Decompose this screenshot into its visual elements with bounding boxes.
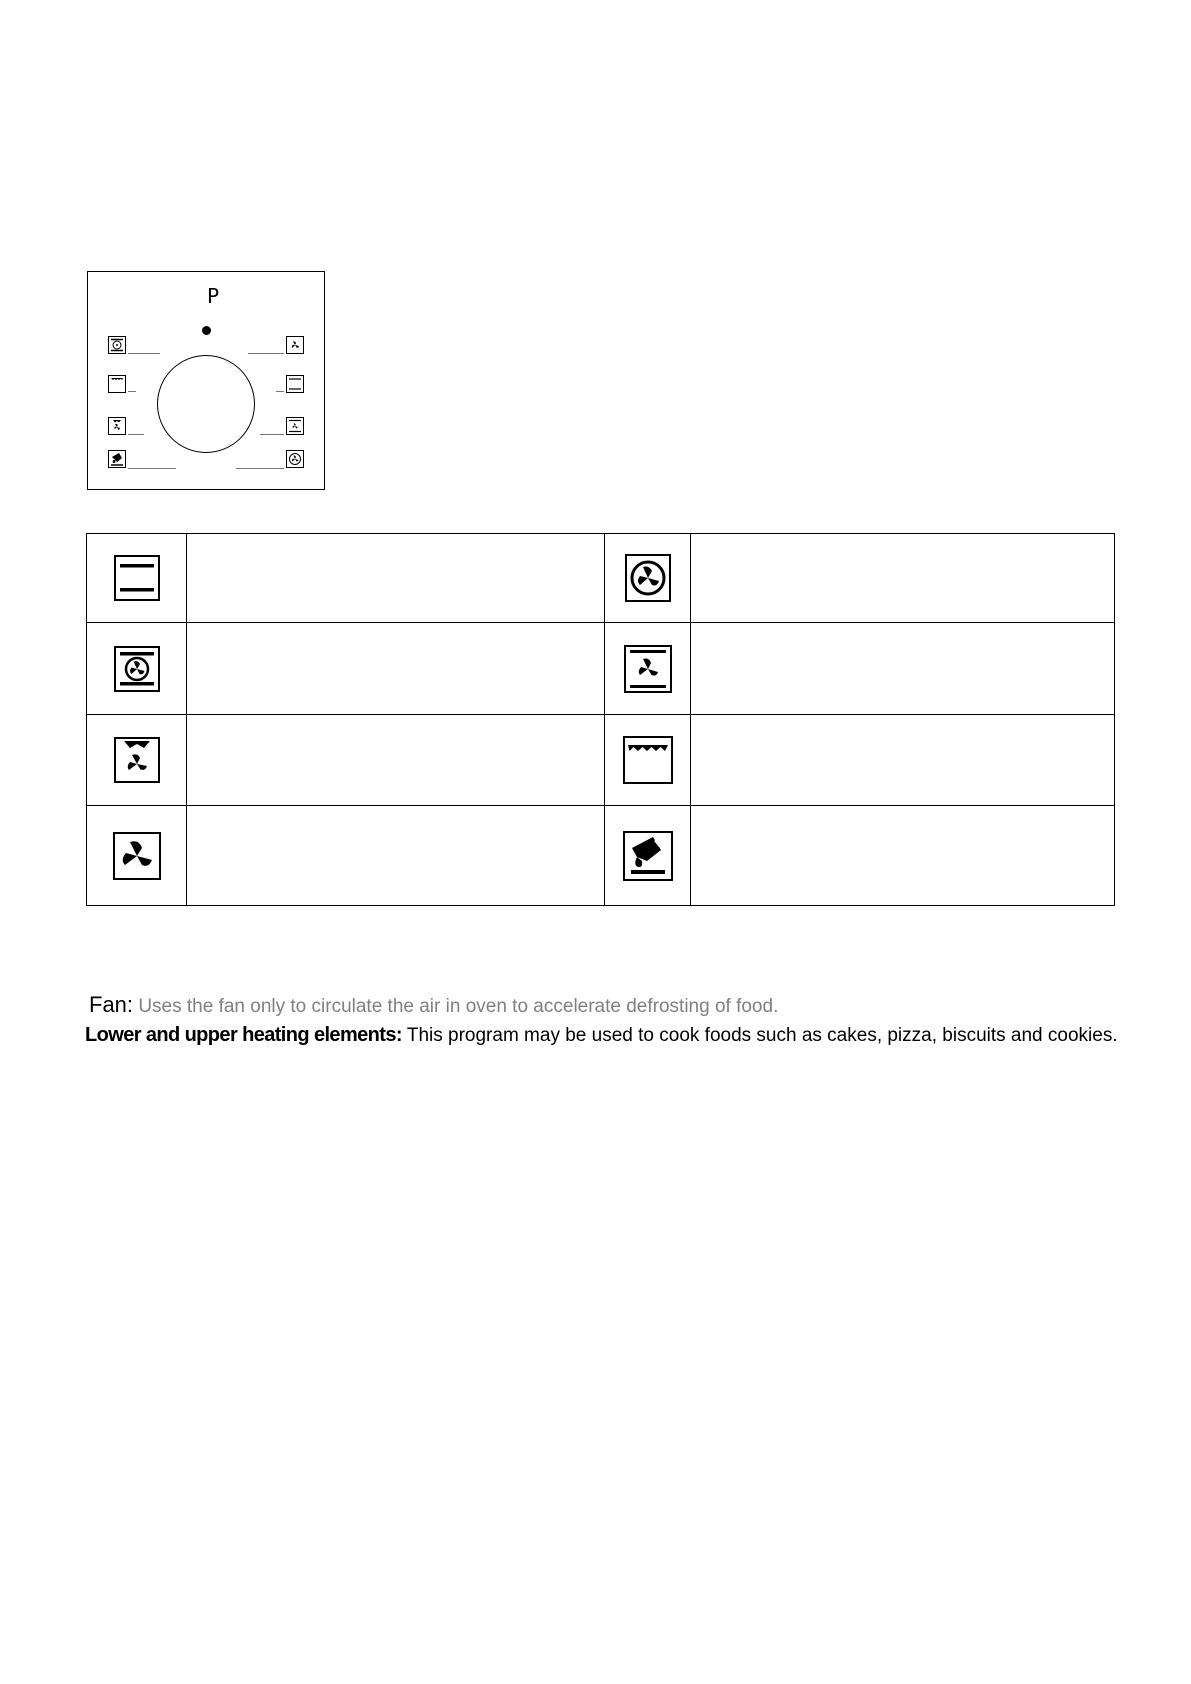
fan-text: Uses the fan only to circulate the air in oven to accelerate defrosting of food.: [138, 996, 779, 1017]
knob-leader-line: [248, 353, 284, 354]
mode-description: [691, 806, 1115, 906]
top-bottom-heat-icon: [286, 375, 304, 393]
oven-knob-diagram: [87, 271, 325, 490]
knob-leader-line: [276, 391, 284, 392]
mode-description: [187, 623, 605, 715]
fan-top-bottom-heat-icon: [286, 417, 304, 435]
grill-icon: [108, 375, 126, 393]
fan-ring-top-bottom-icon: [108, 336, 126, 354]
table-icon-cell: [605, 806, 691, 906]
mode-description: [187, 806, 605, 906]
mode-description: [187, 534, 605, 623]
table-row: [87, 806, 1115, 906]
knob-leader-line: [128, 391, 136, 392]
fan-ring-top-bottom-icon: [114, 646, 160, 692]
knob-indicator-dot: [202, 326, 211, 335]
knob-leader-line: [128, 434, 144, 435]
fan-only-icon: [113, 832, 161, 880]
table-icon-cell: [605, 623, 691, 715]
knob-leader-line: [128, 353, 160, 354]
knob-leader-line: [260, 434, 284, 435]
table-icon-cell: [87, 623, 187, 715]
knob-leader-line: [128, 468, 176, 469]
fan-top-bottom-heat-icon: [624, 645, 672, 693]
fan-grill-icon: [114, 737, 160, 783]
fan-description: [89, 992, 778, 1018]
table-row: [87, 715, 1115, 806]
fan-ring-heat-icon: [286, 450, 304, 468]
heating-term: Lower and upper heating elements:: [85, 1024, 402, 1046]
cleaning-icon: [623, 831, 673, 881]
mode-description: [691, 715, 1115, 806]
table-icon-cell: [87, 534, 187, 623]
grill-icon: [623, 736, 673, 784]
knob-position-label: P: [206, 284, 220, 308]
function-knob: [157, 355, 255, 453]
table-row: [87, 623, 1115, 715]
table-icon-cell: [87, 715, 187, 806]
heating-elements-description: [85, 1024, 1125, 1047]
fan-term: Fan:: [89, 992, 134, 1017]
mode-description: [691, 623, 1115, 715]
knob-leader-line: [236, 468, 284, 469]
fan-grill-icon: [108, 417, 126, 435]
fan-ring-heat-icon: [625, 554, 671, 602]
table-icon-cell: [605, 534, 691, 623]
table-icon-cell: [605, 715, 691, 806]
oven-modes-table: [86, 533, 1115, 906]
mode-description: [187, 715, 605, 806]
table-row: [87, 534, 1115, 623]
heating-text: This program may be used to cook foods such as cakes, pizza, biscuits and cookies.: [406, 1025, 1118, 1046]
cleaning-icon: [108, 450, 126, 468]
table-icon-cell: [87, 806, 187, 906]
fan-only-icon: [286, 336, 304, 354]
mode-description: [691, 534, 1115, 623]
top-bottom-heat-icon: [114, 555, 160, 601]
